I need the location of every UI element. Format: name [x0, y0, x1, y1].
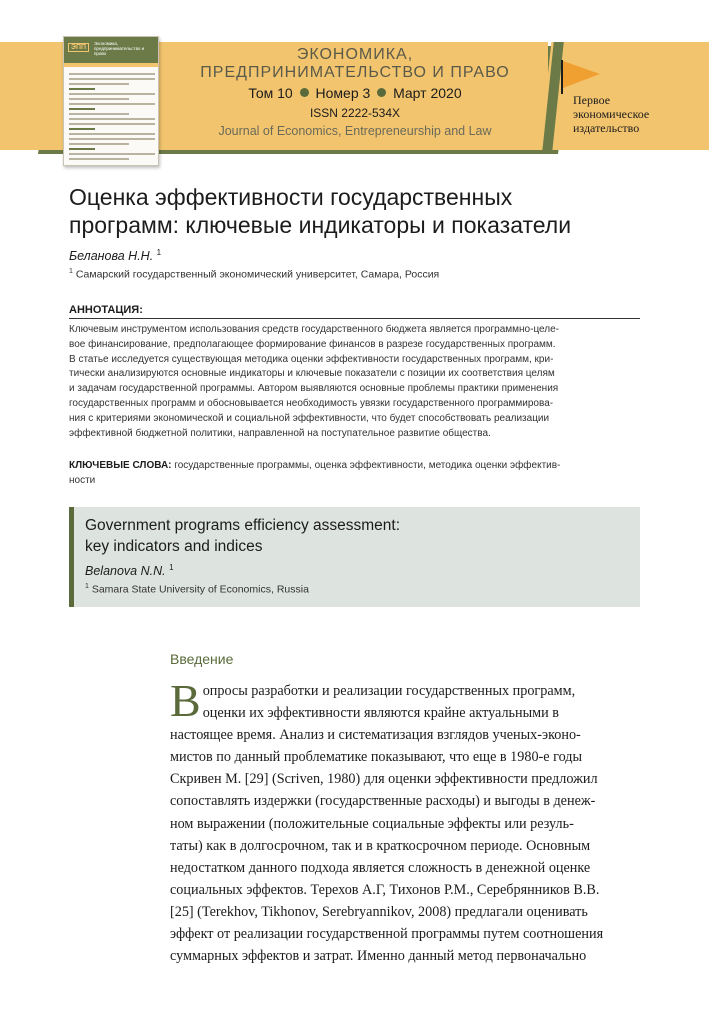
- english-author: Belanova N.N. $^1$: [85, 563, 174, 579]
- keywords-label: КЛЮЧЕВЫЕ СЛОВА:: [69, 460, 172, 471]
- journal-title: ЭКОНОМИКА, ПРЕДПРИНИМАТЕЛЬСТВО И ПРАВО: [200, 46, 510, 81]
- annotation-text: Ключевым инструментом использования средств государственного бюджета является программно-целе- вое финансирование, предполагающее формирование финансов в разрезе государственных программ. В статье исследуется существующая методика оценки эффективности государственных программ, кри- тически анализируются основные индикаторы и ключевые показатели с позиции их соответствия целям и задачам государственной программы. Автором выявляются основные проблемы практики применения государственных программ и обосновывается необходимость увязки государственного программирова- ния с критериями экономической и социальной эффективности, что будет способствовать реализации эффективной бюджетной политики, направленной на поступательное развитие общества.: [69, 324, 560, 439]
- number: Номер 3: [315, 85, 371, 101]
- affiliation: $^1$ Самарский государственный экономический университет, Самара, Россия: [69, 268, 440, 281]
- volume: Том 10: [248, 85, 293, 101]
- cover-logo: ЭПП: [68, 43, 89, 52]
- author: Беланова Н.Н. $^1$: [69, 248, 162, 264]
- english-title: Government programs efficiency assessment: key indicators and indices: [85, 517, 401, 555]
- journal-title-en: Journal of Economics, Entrepreneurship and Law: [218, 124, 492, 138]
- cover-contents-lines: [69, 73, 155, 163]
- flag-icon: [558, 58, 604, 94]
- bullet-icon: [300, 88, 309, 97]
- bullet-icon: [377, 88, 386, 97]
- annotation-rule: [69, 318, 640, 319]
- issue-info: [170, 85, 540, 101]
- journal-cover-thumbnail: [63, 36, 159, 166]
- english-affiliation: $^1$ Samara State University of Economics, Russia: [85, 583, 309, 596]
- keywords: КЛЮЧЕВЫЕ СЛОВА: государственные программы, оценка эффективности, методика оценки эффектив- ности: [69, 460, 561, 486]
- annotation-heading: АННОТАЦИЯ:: [69, 304, 143, 316]
- cover-title: Экономика, предпринимательство и право: [94, 41, 145, 56]
- date: Март 2020: [393, 85, 462, 101]
- body-text: В опросы разработки и реализации государственных программ, оценки их эффективности являются крайне актуальными в настоящее время. Анализ и систематизация взглядов ученых-эконо- мистов по данный проблематике показывают, что еще в 1980-е годы Скривен М. [29] (Scriven, 1980) для оценки эффективности предложил сопоставлять издержки (государственные расходы) и выгоды в денеж- ном выражении (положительные социальные эффекты или резуль- таты) как в долгосрочном, так и в краткосрочном периоде. Основным недостатком данного подхода является сложность в денежной оценке социальных эффектов. Терехов А.Г, Тихонов Р.М., Серебрянников В.В. [25] (Terekhov, Tikhonov, Serebryannikov, 2008) предлагали оценивать эффект от реализации государственной программы путем соотношения суммарных эффектов и затрат. Именно данный метод первоначально: [170, 675, 604, 965]
- publisher-name: Первое экономическое издательство: [573, 93, 650, 135]
- issn: ISSN 2222-534X: [309, 106, 401, 120]
- english-abstract-box: [69, 507, 640, 607]
- drop-cap: В: [170, 675, 201, 726]
- article-title: Оценка эффективности государственных программ: ключевые индикаторы и показатели: [69, 184, 572, 238]
- section-heading: Введение: [170, 651, 234, 667]
